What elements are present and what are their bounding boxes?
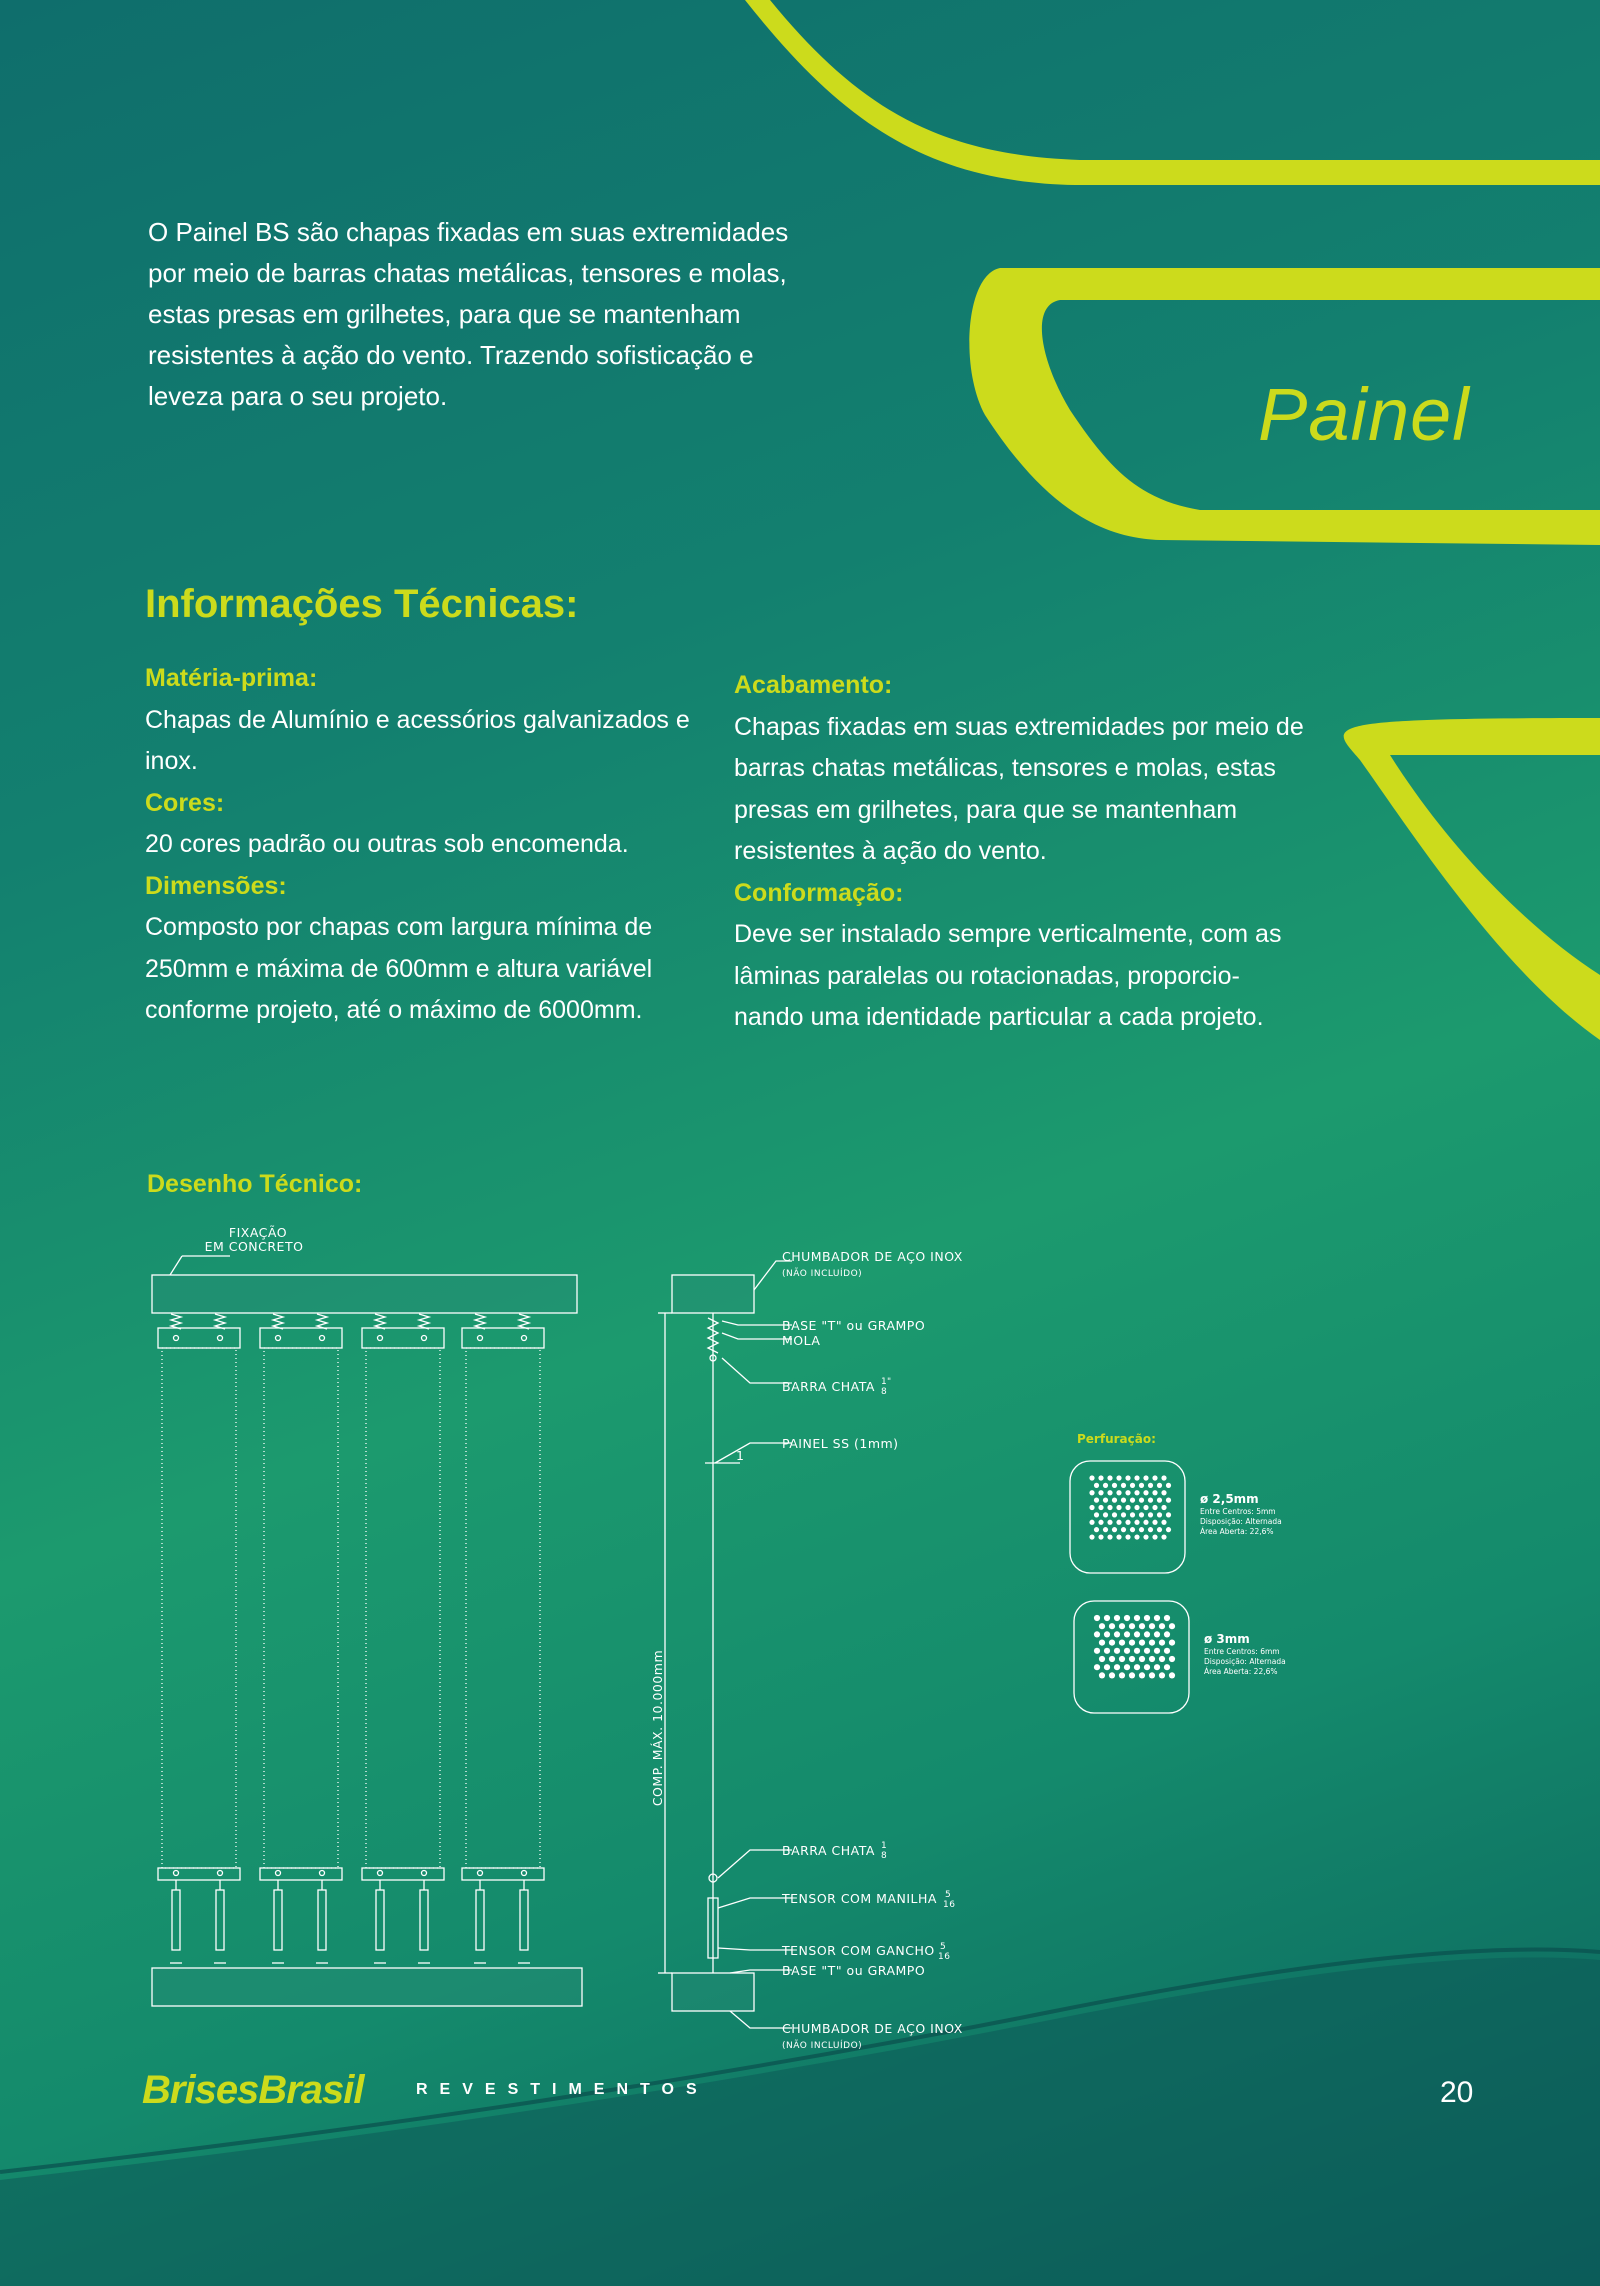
brand-subtitle: REVESTIMENTOS [416, 2081, 709, 2098]
concrete-slab-bottom [152, 1968, 582, 2006]
fixacao-leader [170, 1256, 182, 1275]
hero-title: Painel [1258, 373, 1470, 456]
perf2-line3: Área Aberta: 22,6% [1204, 1667, 1278, 1676]
spec-text: 20 cores padrão ou outras sob encomenda. [145, 830, 629, 858]
side-slab-top [672, 1275, 754, 1313]
svg-text:5: 5 [945, 1890, 952, 1900]
spec-text: Chapas fixadas em suas extremidades por meio de barras chatas metálicas, tensores e molas, estas presas em grilhetes, para que se mantenham resistentes à ação do vento. [734, 712, 1304, 865]
concrete-slab-top [152, 1275, 577, 1313]
perf1-diameter: ø 2,5mm [1200, 1492, 1259, 1506]
mola-label: MOLA [782, 1333, 821, 1348]
perf1-line2: Disposição: Alternada [1200, 1517, 1282, 1526]
fixacao-label-1: FIXAÇÃO [228, 1225, 288, 1240]
panel-assembly [362, 1314, 444, 1963]
chumbador-bottom-label: CHUMBADOR DE AÇO INOX [782, 2021, 963, 2036]
specs-left-column [145, 658, 705, 1032]
svg-text:5: 5 [940, 1942, 947, 1952]
spec-heading: Dimensões: [145, 871, 287, 900]
spec-heading: Cores: [145, 788, 225, 817]
spec-heading: Matéria-prima: [145, 664, 318, 692]
tensor-manilha-label: TENSOR COM MANILHA [782, 1891, 937, 1906]
page-number: 20 [1440, 2076, 1474, 2109]
nao-incluido-bottom-label: (NÃO INCLUÍDO) [782, 2041, 863, 2051]
chumbador-top-label: CHUMBADOR DE AÇO INOX [782, 1249, 963, 1264]
perforation-title: Perfuração: [1077, 1432, 1156, 1446]
panel-group [158, 1314, 544, 1963]
brand-logo: BrisesBrasil [142, 2068, 364, 2112]
panel-assembly [158, 1314, 240, 1963]
spec-heading: Conformação: [734, 878, 904, 907]
dimension-one-label: 1 [736, 1448, 745, 1463]
barra-chata-bottom-label: BARRA CHATA [782, 1843, 875, 1858]
panel-assembly [260, 1314, 342, 1963]
nao-incluido-top-label: (NÃO INCLUÍDO) [782, 1269, 863, 1279]
base-t-bottom-label: BASE "T" ou GRAMPO [782, 1963, 926, 1978]
svg-text:1: 1 [881, 1377, 888, 1387]
perf2-line2: Disposição: Alternada [1204, 1657, 1286, 1666]
section-title: Informações Técnicas: [145, 582, 579, 626]
drawing-title: Desenho Técnico: [147, 1170, 363, 1198]
technical-drawing [140, 1218, 1340, 2068]
svg-text:8: 8 [881, 1851, 888, 1861]
comp-max-label: COMP. MÁX. 10.000mm [650, 1649, 665, 1807]
perf1-line1: Entre Centros: 5mm [1200, 1507, 1276, 1516]
spec-text: Chapas de Alumínio e acessórios galvanizados e inox. [145, 705, 690, 775]
svg-text:": " [887, 1377, 892, 1387]
intro-paragraph: O Painel BS são chapas fixadas em suas extremidades por meio de barras chatas metálicas, tensores e molas, estas presas em grilhetes, para que se mantenham resistentes à ação do vento. Trazendo sofisticação e leveza para o seu projeto. [148, 217, 789, 411]
svg-text:1: 1 [881, 1841, 888, 1851]
painel-ss-label: PAINEL SS (1mm) [782, 1436, 899, 1451]
barra-chata-top-label: BARRA CHATA [782, 1379, 875, 1394]
side-slab-bottom [672, 1973, 754, 2011]
perf1-line3: Área Aberta: 22,6% [1200, 1527, 1274, 1536]
spec-text: Composto por chapas com largura mínima de 250mm e máxima de 600mm e altura variável conforme projeto, até o máximo de 6000mm. [145, 913, 653, 1024]
spec-heading: Acabamento: [734, 671, 893, 699]
perforation-pattern-2 [1094, 1615, 1175, 1679]
svg-text:8: 8 [881, 1387, 888, 1397]
svg-text:16: 16 [938, 1952, 951, 1962]
perf2-line1: Entre Centros: 6mm [1204, 1647, 1280, 1656]
perforation-pattern-1 [1089, 1475, 1171, 1539]
svg-text:16: 16 [943, 1900, 956, 1910]
accent-swoosh-bottom [1344, 718, 1600, 1040]
specs-right-column [734, 665, 1304, 1039]
base-t-top-label: BASE "T" ou GRAMPO [782, 1318, 926, 1333]
fixacao-label-2: EM CONCRETO [204, 1239, 304, 1254]
tensor-gancho-label: TENSOR COM GANCHO [782, 1943, 935, 1958]
spec-text: Deve ser instalado sempre verticalmente, com as lâminas paralelas ou rotacionadas, proporcio-nando uma identidade particular a cada projeto. [734, 920, 1282, 1031]
panel-assembly [462, 1314, 544, 1963]
perf2-diameter: ø 3mm [1204, 1632, 1250, 1646]
accent-swoosh-top [745, 0, 1600, 185]
